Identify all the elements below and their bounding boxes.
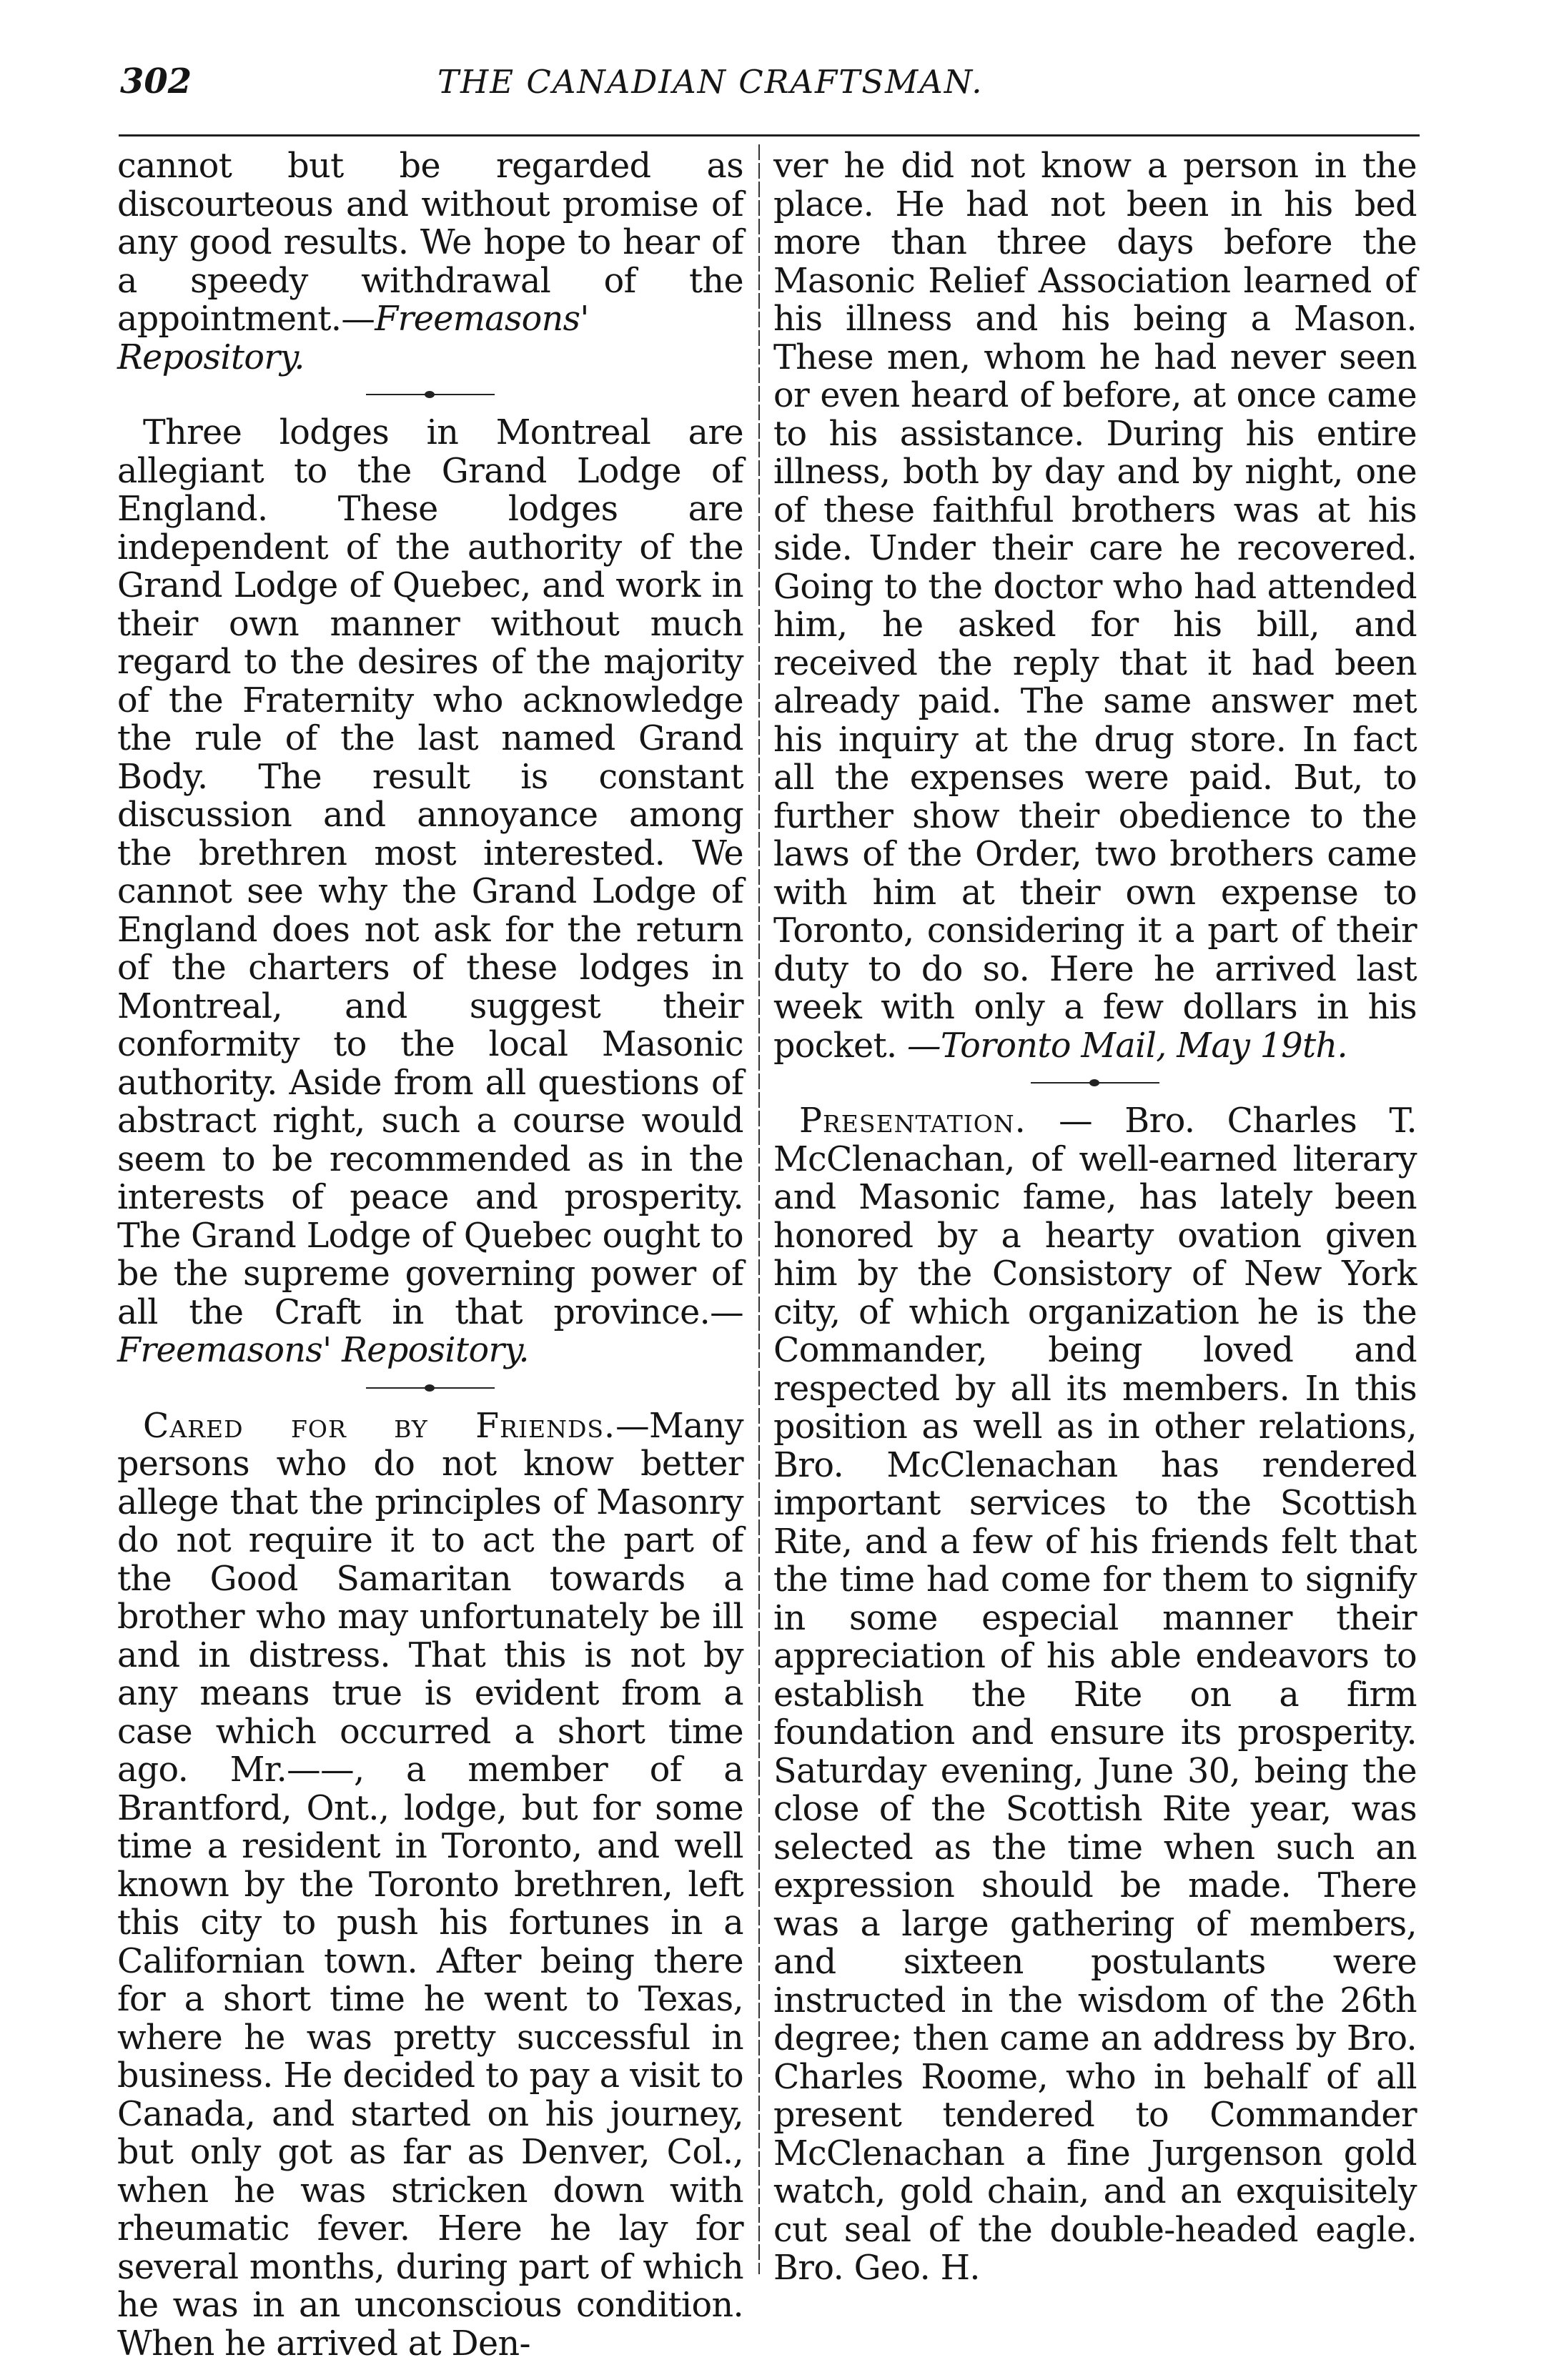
article-text: Three lodges in Montreal are allegiant to the Grand Lodge of England. These lodges are independent of the authority of the Grand Lodge of Quebec, and work in their own manner without much regard to the desires of the majority of the Fraternity who acknowledge the rule of the last named Grand Body. The result is constant discussion and annoyance among the brethren most interested. We cannot see why the Grand Lodge of England does not ask for the return of the charters of these lodges in Montreal, and suggest their conformity to the local Masonic authority. Aside from all questions of abstract right, such a course would seem to be recommended as in the interests of peace and prosperity. The Grand Lodge of Quebec ought to be the supreme governing power of all the Craft in that province.— (117, 413, 743, 1332)
article-source: Freemasons' Repository. (117, 1331, 530, 1370)
right-column (773, 147, 1417, 2305)
article-continuation (773, 147, 1417, 1065)
page-header (0, 0, 1559, 143)
column-divider (758, 144, 760, 2274)
left-column (117, 147, 743, 2380)
article-text: — Bro. Charles T. McClenachan, of well-earned literary and Masonic fame, has lately been honored by a hearty ovation given him by the Consistory of New York city, of which organization he is the Commander, being loved and respected by all its members. In this position as well as in other relations, Bro. McClenachan has rendered important services to the Scottish Rite, and a few of his friends felt that the time had come for them to signify in some especial manner their appreciation of his able endeavors to establish the Rite on a firm foundation and ensure its prosperity. Saturday evening, June 30, being the close of the Scottish Rite year, was selected as the time when such an expression should be made. There was a large gathering of members, and sixteen postulants were instructed in the wisdom of the 26th degree; then came an address by Bro. Charles Roome, who in behalf of all present tendered to Commander McClenachan a fine Jurgenson gold watch, gold chain, and an exquisitely cut seal of the double-headed eagle. Bro. Geo. H. (773, 1101, 1417, 2288)
separator-ornament (366, 394, 495, 395)
article-source: Freemasons' Repository. (117, 299, 589, 377)
article-text: —Many persons who do not know better allege that the principles of Masonry do not require it to act the part of the Good Samaritan towards a brother who may unfortunately be ill and in distress. That this is not by any means true is evident from a case which occurred a short time ago. Mr.——, a member of a Brantford, Ont., lodge, but for some time a resident in Toronto, and well known by the Toronto brethren, left this city to push his fortunes in a Californian town. After being there for a short time he went to Texas, where he was pretty successful in business. He decided to pay a visit to Canada, and started on his journey, but only got as far as Denver, Col., when he was stricken down with rheumatic fever. Here he lay for several months, during part of which he was in an unconscious condition. When he arrived at Den- (117, 1406, 743, 2364)
article-text: cannot but be regarded as discourteous and without promise of any good results. We hope to hear of a speedy withdrawal of the appointment.— (117, 147, 743, 339)
article-presentation (773, 1102, 1417, 2288)
article-montreal-lodges (117, 414, 743, 1370)
separator-ornament (1031, 1082, 1159, 1084)
separator-ornament (366, 1387, 495, 1389)
article-title: Cared for by Friends. (143, 1406, 616, 1446)
article-continuation (117, 147, 743, 377)
running-title: THE CANADIAN CRAFTSMAN. (437, 63, 984, 101)
page-number: 302 (120, 61, 192, 101)
article-cared-for-by-friends (117, 1407, 743, 2364)
header-rule (119, 134, 1420, 137)
article-title: Presentation. (799, 1101, 1026, 1141)
article-text: ver he did not know a person in the place. He had not been in his bed more than three days before the Masonic Relief Association learned of his illness and his being a Mason. These men, whom he had never seen or even heard of before, at once came to his assistance. During his entire illness, both by day and by night, one of these faithful brothers was at his side. Under their care he recovered. Going to the doctor who had attended him, he asked for his bill, and received the reply that it had been already paid. The same answer met his inquiry at the drug store. In fact all the expenses were paid. But, to further show their obedience to the laws of the Order, two brothers came with him at their own expense to Toronto, considering it a part of their duty to do so. Here he arrived last week with only a few dollars in his pocket. (773, 147, 1417, 1066)
article-source: —Toronto Mail, May 19th. (907, 1026, 1348, 1066)
